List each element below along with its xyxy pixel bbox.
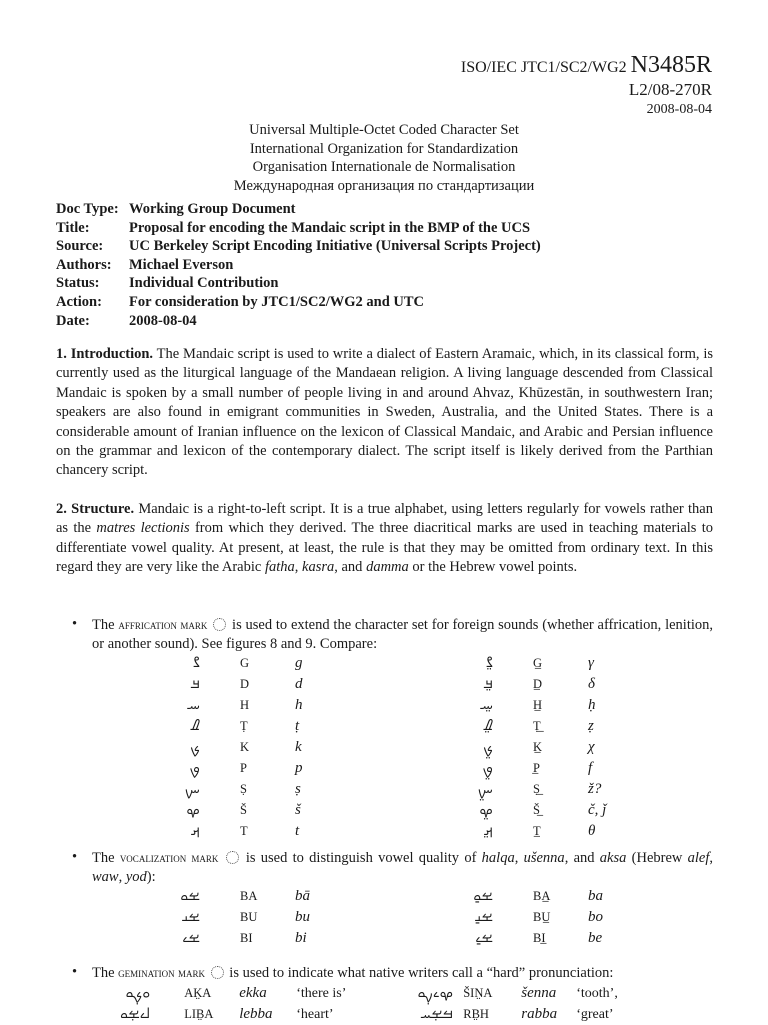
transliteration: K̲ <box>533 740 543 754</box>
transliteration: H̲ <box>533 698 543 712</box>
bullet-text: is used to indicate what native writers call a “hard” pronunciation: <box>225 965 614 981</box>
transliteration: Ṣ <box>240 782 247 796</box>
mandaic-glyph: ࡓࡁ࡛ࡄ <box>420 1004 454 1022</box>
meta-row-action <box>56 293 541 312</box>
sound-value: ẓ <box>588 718 594 734</box>
sound-value: ba <box>588 888 603 904</box>
word-meaning: ‘great’ <box>576 1006 614 1022</box>
term-name: affrication mark <box>118 617 208 632</box>
sound-value: δ <box>588 676 595 692</box>
transliteration: LIB̤A <box>184 1007 214 1021</box>
section-heading: 2. Structure. <box>56 501 135 517</box>
document-code <box>461 52 712 79</box>
sound-value: š <box>295 802 301 818</box>
example-row <box>170 737 648 758</box>
bullet-text: The <box>92 850 120 866</box>
meta-key: Source: <box>56 238 104 255</box>
mandaic-glyph: ࡔࡉࡍ࡛ࡀ <box>417 983 454 1001</box>
meta-value: Working Group Document <box>129 201 296 217</box>
emphasis: waw <box>92 869 119 885</box>
sound-value: bi <box>295 930 307 946</box>
example-row <box>170 758 648 779</box>
example-row <box>170 907 648 928</box>
transliteration: D <box>240 677 250 691</box>
emphasis: halqa <box>481 850 515 866</box>
transliteration: Ṣ̲ <box>533 782 540 796</box>
transliteration: K <box>240 740 250 754</box>
bullet-text: is used to distinguish vowel quality of <box>240 850 482 866</box>
transliteration: BI̲ <box>533 931 546 945</box>
meta-key: Doc Type: <box>56 201 119 217</box>
mandaic-glyph: ࡈ <box>189 716 200 734</box>
emphasis: alef <box>687 850 710 866</box>
mandaic-glyph: ࡀࡊ࡛ࡀ <box>125 983 151 1001</box>
mandaic-glyph: ࡁࡅ࡚ <box>474 907 493 925</box>
bullet-icon: • <box>72 616 78 632</box>
transliteration: BI <box>240 931 253 945</box>
dotted-circle-icon <box>226 851 239 864</box>
transliteration: P̲ <box>533 761 540 775</box>
bullet-text: (Hebrew <box>626 850 688 866</box>
paragraph-text: , <box>294 559 303 576</box>
emphasis: kasra <box>302 559 335 576</box>
emphasis: ušenna <box>523 850 565 866</box>
example-row <box>170 779 648 800</box>
mandaic-glyph: ࡁࡀ࡚ <box>473 886 493 904</box>
meta-row-date <box>56 312 541 331</box>
term-name: gemination mark <box>118 965 206 980</box>
meta-key: Action: <box>56 293 102 310</box>
example-row <box>170 800 648 821</box>
org-line: Universal Multiple-Octet Coded Character Set <box>249 122 519 138</box>
meta-value: Individual Contribution <box>129 275 279 292</box>
transliteration: P <box>240 761 247 775</box>
mandaic-glyph: ࡋࡉࡁ࡛ࡀ <box>120 1004 151 1022</box>
transliteration: Š <box>240 803 247 817</box>
bullet-text: , <box>709 850 713 866</box>
bullet-text: The <box>92 965 119 981</box>
bullet-text: , <box>514 850 524 866</box>
meta-row-title <box>56 219 541 238</box>
bullet-text: , <box>118 869 126 885</box>
emphasis: aksa <box>599 850 627 866</box>
example-row <box>170 653 648 674</box>
header-date: 2008-08-04 <box>646 102 712 117</box>
gemination-bullet <box>56 963 713 983</box>
bullet-icon: • <box>72 849 78 865</box>
paragraph-text: , and <box>334 559 367 576</box>
transliteration: AK̤A <box>184 986 212 1000</box>
sound-value: f <box>588 760 593 776</box>
org-line: International Organization for Standardization <box>249 140 519 157</box>
example-row <box>170 695 648 716</box>
gemination-table <box>120 983 656 1025</box>
meta-value: Proposal for encoding the Mandaic script in the BMP of the UCS <box>129 219 531 236</box>
sound-value: p <box>295 760 303 776</box>
mandaic-glyph: ࡃ࡙ <box>483 674 493 692</box>
transliteration: T̲ <box>533 824 541 838</box>
mandaic-glyph: ࡃ <box>190 674 200 692</box>
sound-value: d <box>295 676 303 692</box>
mandaic-glyph: ࡁࡉ࡚ <box>475 928 493 946</box>
sound-value: č, ǰ <box>588 802 607 818</box>
transliteration: G̲ <box>533 656 543 670</box>
sound-value: bo <box>588 909 603 925</box>
sound-value: ḥ <box>588 697 596 713</box>
mandaic-glyph: ࡂ࡙ <box>485 653 493 671</box>
org-line: Международная организация по стандартизации <box>233 177 535 194</box>
sound-value: γ <box>588 655 594 671</box>
example-row <box>170 886 648 907</box>
mandaic-glyph: ࡐ࡙ <box>482 758 493 776</box>
bullet-icon: • <box>72 964 78 980</box>
mandaic-glyph: ࡁࡅ <box>181 907 200 925</box>
transliteration: RB̤H <box>463 1007 489 1021</box>
transliteration: ŠIN̤A <box>463 986 493 1000</box>
mandaic-glyph: ࡑ࡙ <box>477 779 493 797</box>
mandaic-glyph: ࡄ <box>186 695 200 713</box>
affrication-table <box>170 653 648 842</box>
word-meaning: ‘tooth’, <box>576 985 618 1001</box>
word-value: rabba <box>521 1006 558 1022</box>
sound-value: χ <box>588 739 595 755</box>
transliteration: H <box>240 698 250 712</box>
meta-row-status <box>56 274 541 293</box>
mandaic-glyph: ࡂ <box>192 653 200 671</box>
mandaic-glyph: ࡁࡉ <box>182 928 200 946</box>
sound-value: h <box>295 697 303 713</box>
meta-key: Date: <box>56 312 90 329</box>
meta-value: For consideration by JTC1/SC2/WG2 and UTC <box>129 293 425 310</box>
code-number: N3485R <box>630 52 712 78</box>
transliteration: D̲ <box>533 677 543 691</box>
introduction-paragraph <box>56 345 713 481</box>
example-row <box>120 1004 656 1025</box>
sound-value: ṭ <box>295 718 300 734</box>
meta-row-authors <box>56 256 541 275</box>
dotted-circle-icon <box>211 966 224 979</box>
word-meaning: ‘there is’ <box>296 985 347 1001</box>
vocalization-table <box>170 886 648 949</box>
emphasis: yod <box>125 869 147 885</box>
mandaic-glyph: ࡊ <box>189 737 200 755</box>
sound-value: ž? <box>588 781 602 797</box>
mandaic-glyph: ࡄ࡙ <box>479 695 493 713</box>
transliteration: Ṭ̲ <box>533 719 541 733</box>
transliteration: BU <box>240 910 258 924</box>
bullet-text: The <box>92 617 119 633</box>
example-row <box>170 821 648 842</box>
paragraph-text: from which they derived. The three diacritical marks are used in teaching materials to differentiate vowel quality. At present, at least, the rule is that they may be omitted from ordinary text. In this regard they are very like the Arabic <box>56 520 714 576</box>
sound-value: bā <box>295 888 310 904</box>
word-value: lebba <box>239 1006 273 1022</box>
sound-value: ṣ <box>295 781 301 797</box>
emphasis: fatha <box>264 559 295 576</box>
example-row <box>170 716 648 737</box>
mandaic-glyph: ࡔ࡙ <box>479 800 493 818</box>
word-value: šenna <box>521 985 557 1001</box>
meta-key: Status: <box>56 275 100 292</box>
org-line: Organisation Internationale de Normalisation <box>252 159 516 175</box>
sound-value: t <box>295 823 300 839</box>
meta-value: UC Berkeley Script Encoding Initiative (Universal Scripts Project) <box>129 238 541 255</box>
vocalization-bullet <box>56 848 713 887</box>
sound-value: bu <box>295 909 310 925</box>
meta-key: Title: <box>56 219 90 236</box>
metadata-block <box>56 200 541 330</box>
bullet-text: , and <box>564 850 600 866</box>
sound-value: θ <box>588 823 596 839</box>
mandaic-glyph: ࡐ <box>189 758 200 776</box>
bullet-text: is used to extend the character set for foreign sounds (whether affrication, lenition, or another sound). See figures 8 and 9. Compare: <box>92 617 714 652</box>
mandaic-glyph: ࡕ࡙ <box>483 821 493 839</box>
paragraph-text: The Mandaic script is used to write a dialect of Eastern Aramaic, which, in its classical form, is currently used as the liturgical language of the Mandaean religion. A living language descended from Classical Mandaic is spoken by a small number of people living in and around Ahvaz, Khūzestān, in southwestern Iran; speakers are also found in emigrant communities in Sweden, Australia, and the United States. There is a considerable amount of Iranian influence on the lexicon of Classical Mandaic, and Arabic and Persian influence on the grammar and lexicon of the contemporary dialect. The script itself is likely derived from the Parthian chancery script. <box>56 346 713 479</box>
meta-value: Michael Everson <box>129 256 234 273</box>
mandaic-glyph: ࡑ <box>184 779 200 797</box>
mandaic-glyph: ࡔ <box>186 800 200 818</box>
meta-key: Authors: <box>56 256 112 273</box>
transliteration: BA <box>240 889 258 903</box>
emphasis: damma <box>366 559 409 576</box>
affrication-bullet <box>56 615 713 654</box>
example-row <box>170 928 648 949</box>
emphasis: matres lectionis <box>96 520 190 537</box>
organization-block <box>0 121 768 195</box>
transliteration: BA̲ <box>533 889 551 903</box>
meta-row-source <box>56 237 541 256</box>
sound-value: k <box>295 739 302 755</box>
structure-paragraph <box>56 500 713 578</box>
paragraph-text: or the Hebrew vowel points. <box>408 559 578 576</box>
l2-number: L2/08-270R <box>628 80 712 99</box>
transliteration: G <box>240 656 250 670</box>
section-heading: 1. Introduction. <box>56 346 154 362</box>
paragraph-text: Mandaic is a right-to-left script. It is a true alphabet, using letters regularly for vowels rather than as the <box>56 501 713 537</box>
mandaic-glyph: ࡊ࡙ <box>482 737 493 755</box>
word-meaning: ‘heart’ <box>296 1006 334 1022</box>
mandaic-glyph: ࡕ <box>190 821 200 839</box>
term-name: vocalization mark <box>119 850 219 865</box>
transliteration: T <box>240 824 248 838</box>
mandaic-glyph: ࡁࡀ <box>180 886 200 904</box>
example-row <box>120 983 656 1004</box>
transliteration: Ṭ <box>240 719 248 733</box>
meta-row-doc-type <box>56 200 541 219</box>
example-row <box>170 674 648 695</box>
dotted-circle-icon <box>213 618 226 631</box>
bullet-text: ): <box>146 869 156 885</box>
code-prefix: ISO/IEC JTC1/SC2/WG2 <box>460 59 627 76</box>
sound-value: g <box>295 655 303 671</box>
mandaic-glyph: ࡈ࡙ <box>482 716 493 734</box>
sound-value: be <box>588 930 603 946</box>
transliteration: BU̲ <box>533 910 551 924</box>
word-value: ekka <box>239 985 267 1001</box>
transliteration: Š̲ <box>533 803 540 817</box>
meta-value: 2008-08-04 <box>129 312 197 329</box>
